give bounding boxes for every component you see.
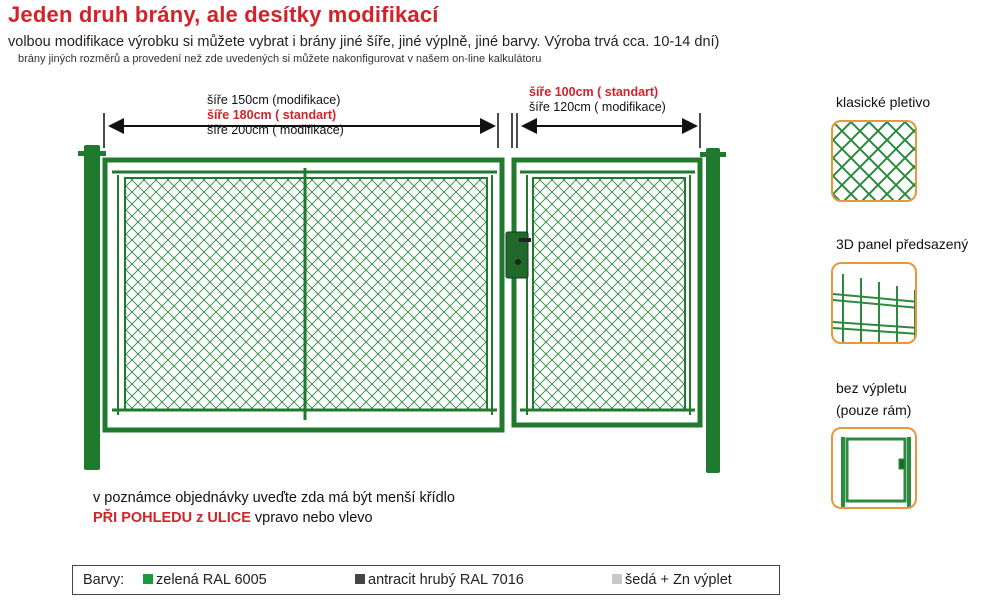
left-dim-180: šíře 180cm ( standart) [207,108,337,122]
option-3d-panel-label: 3D panel předsazený [836,236,969,252]
left-dim-200: šíře 200cm ( modifikace) [207,123,344,137]
colors-bar [72,565,780,595]
color-green-label: zelená RAL 6005 [156,572,267,588]
street-view-emphasis: PŘI POHLEDU z ULICE [93,510,251,526]
color-anthracite [355,572,524,588]
panel-icon [833,264,917,344]
color-anthracite-label: antracit hrubý RAL 7016 [368,572,524,588]
right-dim-120: šíře 120cm ( modifikace) [529,100,666,114]
option-frame-only-label: bez výpletu [836,380,907,396]
option-frame-only-sublabel: (pouze rám) [836,402,912,418]
page-title: Jeden druh brány, ale desítky modifikací [8,2,439,27]
anthracite-swatch [355,574,365,584]
option-3d-panel-thumb [831,262,917,344]
frame-icon [833,429,917,509]
large-wing [105,160,502,430]
colors-label: Barvy: [83,572,125,588]
subtitle-small: brány jiných rozměrů a provedení než zde uvedených si můžete nakonfigurovat v našem on-line kalkulátoru [18,53,542,65]
subtitle: volbou modifikace výrobku si můžete vybrat i brány jiné šíře, jiné výplně, jiné barvy. Výroba trvá cca. 10-14 dní) [8,34,720,50]
mesh-icon [833,122,917,202]
small-wing [514,160,700,425]
green-swatch [143,574,153,584]
right-dim-100: šíře 100cm ( standart) [529,85,659,99]
lock-icon [506,232,531,278]
grey-swatch [612,574,622,584]
order-note: v poznámce objednávky uveďte zda má být menší křídlo [93,490,455,506]
direction-text: vpravo nebo vlevo [250,510,373,526]
color-green [143,572,267,588]
color-grey-label: šedá + Zn výplet [625,572,732,588]
option-frame-only-thumb [831,427,917,509]
option-classic-mesh-label: klasické pletivo [836,94,931,110]
order-note-direction [93,510,373,526]
left-dim-150: šíře 150cm (modifikace) [207,93,341,107]
color-grey [612,572,732,588]
dimension-lines [104,113,700,148]
option-classic-mesh-thumb [831,120,917,202]
